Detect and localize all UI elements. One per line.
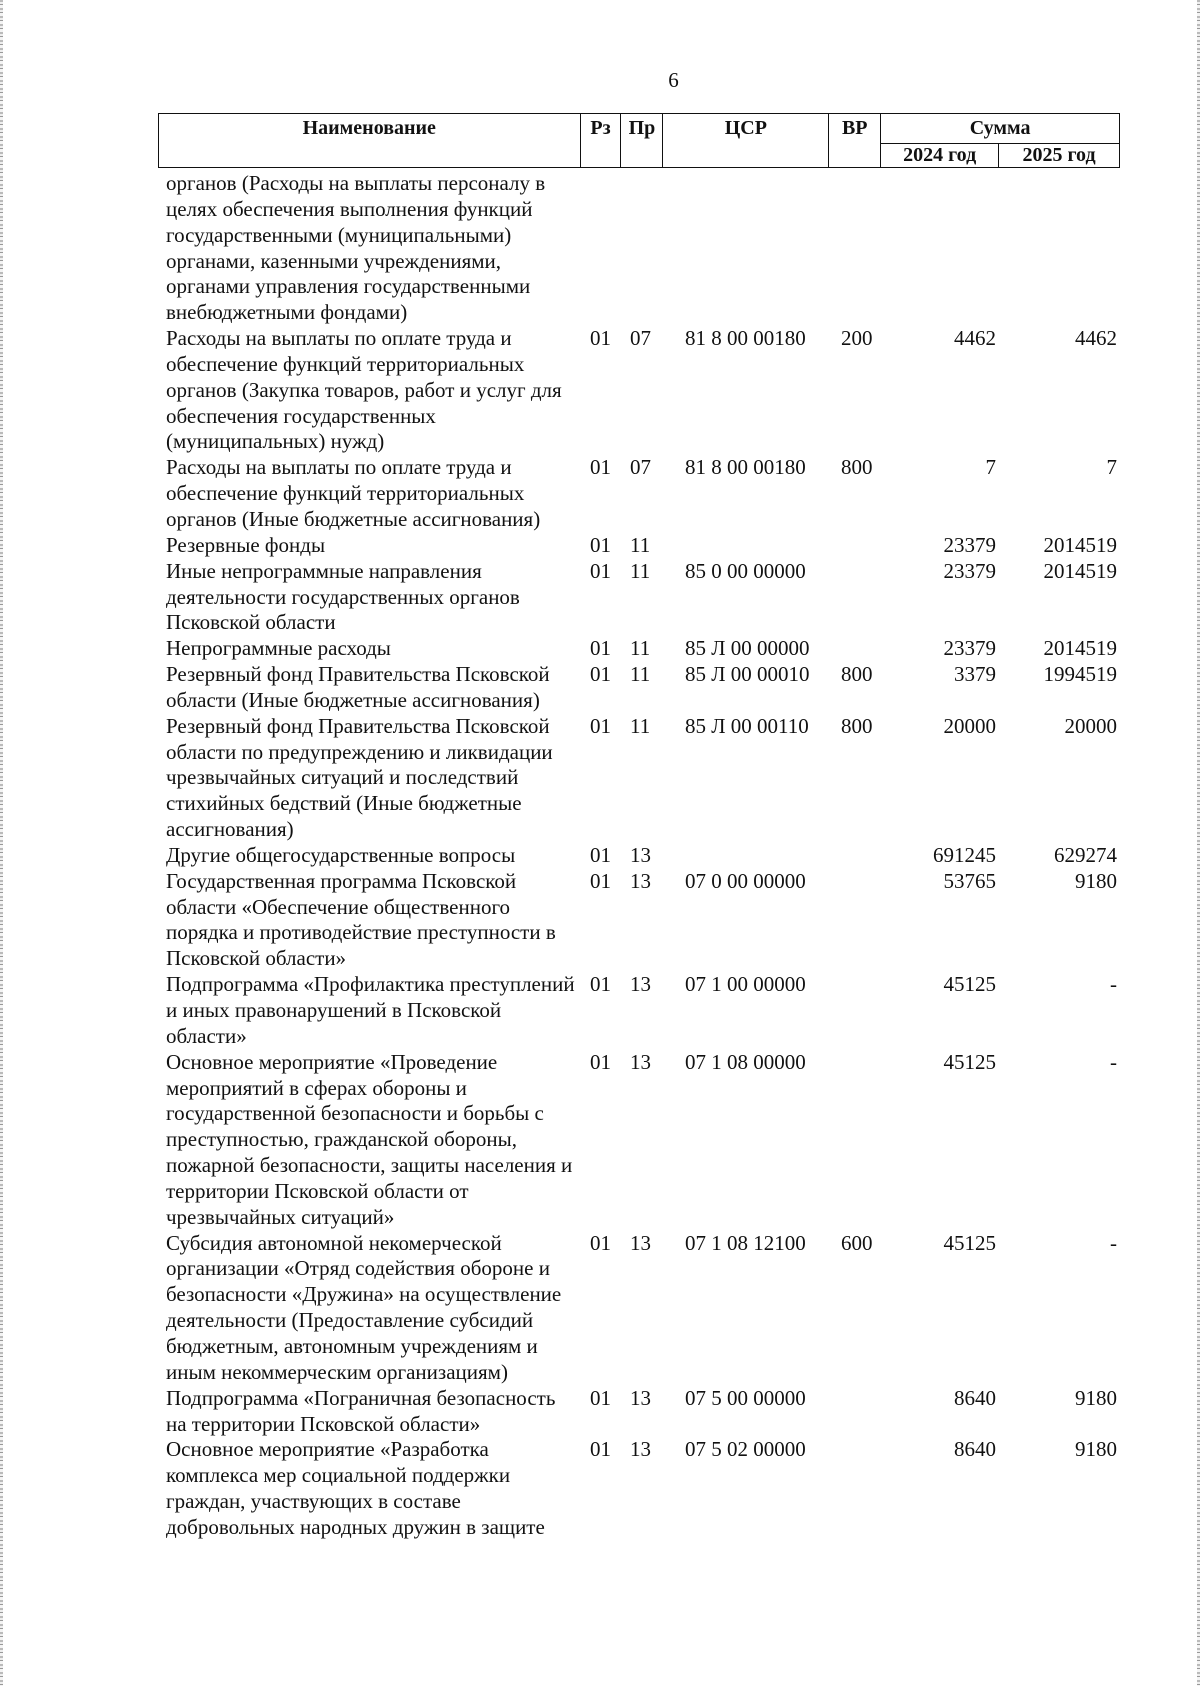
- table-row: [158, 1386, 1120, 1438]
- cell-csr: 07 1 08 12100: [685, 1230, 806, 1255]
- header-name: Наименование: [159, 114, 581, 168]
- cell-name: Резервные фонды: [166, 532, 326, 557]
- cell-rz: 01: [590, 713, 611, 738]
- cell-vr: [829, 636, 881, 662]
- cell-name: Подпрограмма «Профилактика преступлений и иных правонарушений в Псковской области»: [166, 972, 575, 1048]
- cell-y2025: 9180: [1075, 1385, 1117, 1410]
- cell-name: Основное мероприятие «Разработка комплекса мер социальной поддержки граждан, участвующих в составе добровольных народных дружин в защите: [166, 1437, 545, 1539]
- cell-name: Иные непрограммные направления деятельности государственных органов Псковской области: [166, 558, 520, 635]
- header-sum: Сумма: [881, 114, 1120, 144]
- cell-rz: 01: [590, 636, 611, 661]
- cell-y2024: 691245: [933, 842, 996, 867]
- cell-name: Подпрограмма «Пограничная безопасность на территории Псковской области»: [166, 1385, 556, 1436]
- header-2025: 2025 год: [999, 144, 1120, 168]
- cell-name: Расходы на выплаты по оплате труда и обеспечение функций территориальных органов (Закупка товаров, работ и услуг для обеспечения государственных (муниципальных) нужд): [166, 326, 562, 454]
- header-rz: Рз: [580, 114, 621, 168]
- cell-csr: 07 5 00 00000: [685, 1385, 806, 1410]
- cell-csr: 07 1 08 00000: [685, 1049, 806, 1074]
- cell-y2024: 8640: [954, 1437, 996, 1462]
- cell-y2025: 20000: [1064, 713, 1117, 738]
- cell-y2025: 2014519: [1043, 532, 1117, 557]
- header-pr: Пр: [621, 114, 663, 168]
- cell-y2024: 4462: [954, 326, 996, 351]
- table-header: [158, 113, 1120, 168]
- cell-rz: 01: [590, 532, 611, 557]
- table-row: [158, 1050, 1120, 1231]
- cell-csr: [663, 533, 829, 559]
- cell-csr: 07 5 02 00000: [685, 1437, 806, 1462]
- cell-pr: [621, 171, 663, 326]
- cell-y2024: 23379: [943, 558, 996, 583]
- cell-csr: [663, 171, 829, 326]
- cell-y2024: 45125: [943, 1230, 996, 1255]
- cell-y2024: 45125: [943, 1049, 996, 1074]
- table-row: [158, 636, 1120, 662]
- cell-pr: 13: [630, 1230, 651, 1255]
- cell-name: Резервный фонд Правительства Псковской области по предупреждению и ликвидации чрезвычайных ситуаций и последствий стихийных бедствий (Иные бюджетные ассигнования): [166, 713, 553, 842]
- cell-y2024: [881, 171, 999, 326]
- cell-pr: 13: [630, 1385, 651, 1410]
- cell-y2024: 23379: [943, 532, 996, 557]
- cell-y2025: -: [1110, 1049, 1117, 1074]
- cell-pr: 11: [630, 636, 651, 661]
- cell-y2025: 2014519: [1043, 636, 1117, 661]
- cell-vr: 200: [841, 326, 873, 351]
- cell-y2024: 23379: [943, 636, 996, 661]
- cell-csr: 07 1 00 00000: [685, 972, 806, 997]
- cell-y2025: 7: [1106, 455, 1117, 480]
- cell-rz: 01: [590, 662, 611, 687]
- cell-csr: [663, 843, 829, 869]
- table-row: [158, 972, 1120, 1050]
- cell-rz: 01: [590, 1385, 611, 1410]
- cell-vr: 600: [841, 1230, 873, 1255]
- scan-left-edge: [0, 0, 3, 1686]
- cell-rz: 01: [590, 455, 611, 480]
- cell-rz: 01: [590, 868, 611, 893]
- table-row: [158, 455, 1120, 533]
- cell-rz: 01: [590, 842, 611, 867]
- cell-pr: 13: [630, 1049, 651, 1074]
- table-row: [158, 326, 1120, 455]
- cell-y2025: -: [1110, 972, 1117, 997]
- cell-vr: [829, 1050, 881, 1231]
- cell-vr: [829, 533, 881, 559]
- cell-name: Непрограммные расходы: [166, 636, 391, 661]
- header-2024: 2024 год: [881, 144, 999, 168]
- cell-y2025: 4462: [1075, 326, 1117, 351]
- table-row: [158, 533, 1120, 559]
- cell-y2024: 8640: [954, 1385, 996, 1410]
- cell-vr: [829, 972, 881, 1050]
- table-row: [158, 1437, 1120, 1540]
- table-row: [158, 662, 1120, 714]
- cell-y2024: 7: [985, 455, 996, 480]
- page-number: 6: [668, 68, 679, 92]
- cell-y2024: 53765: [943, 868, 996, 893]
- cell-pr: 11: [630, 532, 651, 557]
- table-row: [158, 869, 1120, 972]
- cell-pr: 13: [630, 868, 651, 893]
- cell-vr: [829, 869, 881, 972]
- cell-rz: 01: [590, 1437, 611, 1462]
- cell-name: органов (Расходы на выплаты персоналу в целях обеспечения выполнения функций государственными (муниципальными) органами, казенными учреждениями, органами управления государственными внебюджетными фондами): [166, 171, 546, 325]
- cell-name: Государственная программа Псковской области «Обеспечение общественного порядка и противодействие преступности в Псковской области»: [166, 868, 556, 971]
- cell-vr: [829, 171, 881, 326]
- cell-y2025: [999, 171, 1120, 326]
- cell-pr: 07: [630, 326, 651, 351]
- cell-csr: 85 Л 00 00110: [685, 713, 809, 738]
- budget-table-body: [158, 171, 1120, 1541]
- cell-pr: 11: [630, 713, 651, 738]
- cell-rz: 01: [590, 1230, 611, 1255]
- cell-pr: 13: [630, 1437, 651, 1462]
- cell-vr: [829, 1437, 881, 1540]
- cell-vr: [829, 843, 881, 869]
- cell-vr: [829, 559, 881, 637]
- cell-rz: 01: [590, 1049, 611, 1074]
- cell-y2024: 45125: [943, 972, 996, 997]
- table-row: [158, 843, 1120, 869]
- cell-csr: 07 0 00 00000: [685, 868, 806, 893]
- cell-csr: 81 8 00 00180: [685, 455, 806, 480]
- cell-name: Резервный фонд Правительства Псковской области (Иные бюджетные ассигнования): [166, 662, 550, 712]
- table-row: [158, 171, 1120, 326]
- budget-table: [158, 171, 1120, 1541]
- cell-y2024: 20000: [943, 713, 996, 738]
- cell-y2024: 3379: [954, 662, 996, 687]
- cell-vr: 800: [841, 713, 873, 738]
- cell-name: Расходы на выплаты по оплате труда и обеспечение функций территориальных органов (Иные бюджетные ассигнования): [166, 455, 541, 531]
- cell-csr: 85 0 00 00000: [685, 558, 806, 583]
- cell-name: Основное мероприятие «Проведение мероприятий в сферах обороны и государственной безопасности и борьбы с преступностью, гражданской обороны, пожарной безопасности, защиты населения и территории Псковской области от чрезвычайных ситуаций»: [166, 1049, 573, 1229]
- table-row: [158, 1231, 1120, 1386]
- cell-pr: 13: [630, 972, 651, 997]
- cell-vr: [829, 1386, 881, 1438]
- cell-csr: 85 Л 00 00000: [685, 636, 810, 661]
- table-row: [158, 559, 1120, 637]
- header-vr: ВР: [829, 114, 881, 168]
- cell-y2025: 9180: [1075, 868, 1117, 893]
- table-row: [158, 714, 1120, 843]
- cell-rz: 01: [590, 558, 611, 583]
- cell-y2025: 2014519: [1043, 558, 1117, 583]
- cell-vr: 800: [841, 455, 873, 480]
- cell-y2025: -: [1110, 1230, 1117, 1255]
- header-csr: ЦСР: [663, 114, 829, 168]
- cell-name: Субсидия автономной некомерческой организации «Отряд содействия обороне и безопасности «Дружина» на осуществление деятельности (Предоставление субсидий бюджетным, автономным учреждениям и иным некоммерческим организациям): [166, 1230, 562, 1384]
- cell-rz: [580, 171, 621, 326]
- cell-pr: 11: [630, 662, 651, 687]
- cell-pr: 11: [630, 558, 651, 583]
- cell-y2025: 9180: [1075, 1437, 1117, 1462]
- cell-rz: 01: [590, 972, 611, 997]
- cell-y2025: 1994519: [1043, 662, 1117, 687]
- cell-name: Другие общегосударственные вопросы: [166, 842, 516, 867]
- cell-pr: 07: [630, 455, 651, 480]
- cell-csr: 81 8 00 00180: [685, 326, 806, 351]
- cell-csr: 85 Л 00 00010: [685, 662, 810, 687]
- cell-pr: 13: [630, 842, 651, 867]
- cell-y2025: 629274: [1054, 842, 1117, 867]
- cell-vr: 800: [841, 662, 873, 687]
- cell-rz: 01: [590, 326, 611, 351]
